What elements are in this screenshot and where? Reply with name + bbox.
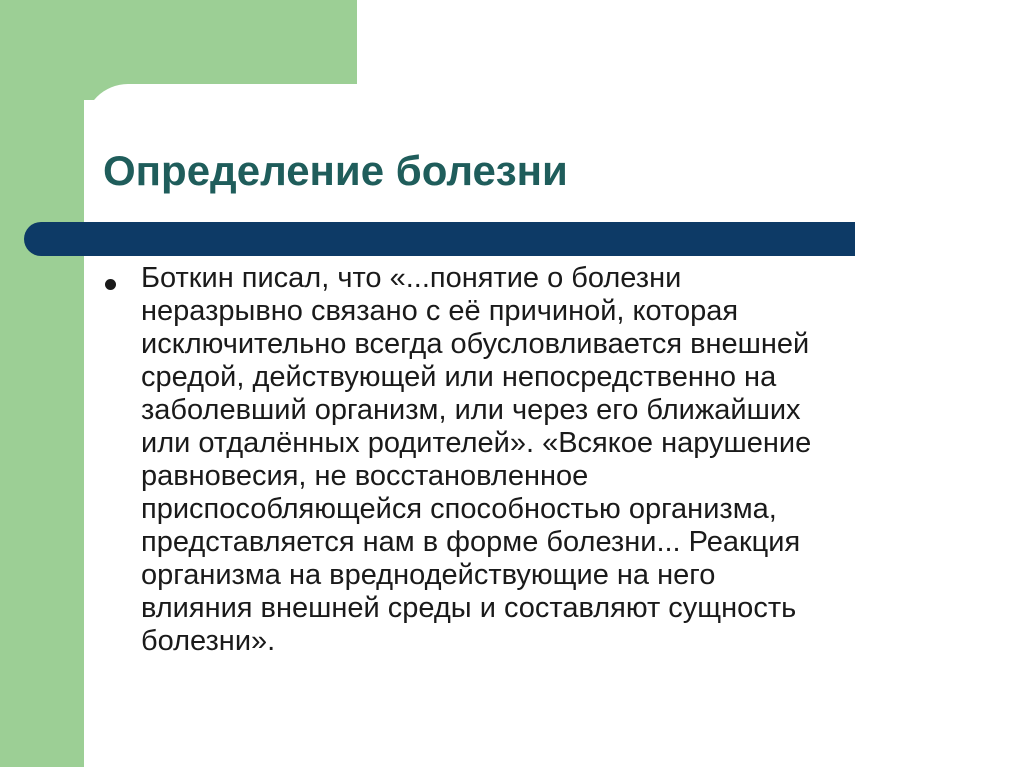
bullet-line: болезни». [141, 625, 276, 657]
bullet-line: заболевший организм, или через его ближайших [141, 394, 801, 426]
decor-green-left-strip [0, 0, 84, 767]
bullet-item [100, 262, 960, 658]
slide-title: Определение болезни [103, 147, 568, 194]
bullet-line: равновесия, не восстановленное [141, 460, 589, 492]
title-underline-bar [24, 222, 855, 256]
bullet-line: или отдалённых родителей». «Всякое нарушение [141, 427, 812, 459]
bullet-line: средой, действующей или непосредственно на [141, 361, 777, 393]
bullet-line: Боткин писал, что «...понятие о болезни [141, 262, 682, 294]
bullet-line: влияния внешней среды и составляют сущность [141, 592, 797, 624]
bullet-line: исключительно всегда обусловливается внешней [141, 328, 810, 360]
bullet-dot-icon [105, 279, 116, 290]
bullet-line: неразрывно связано с её причиной, которая [141, 295, 739, 327]
bullet-line: приспособляющейся способностью организма, [141, 493, 777, 525]
bullet-text [141, 262, 960, 658]
bullet-line: представляется нам в форме болезни... Реакция [141, 526, 801, 558]
slide-body [100, 262, 960, 658]
bullet-line: организма на вреднодействующие на него [141, 559, 716, 591]
